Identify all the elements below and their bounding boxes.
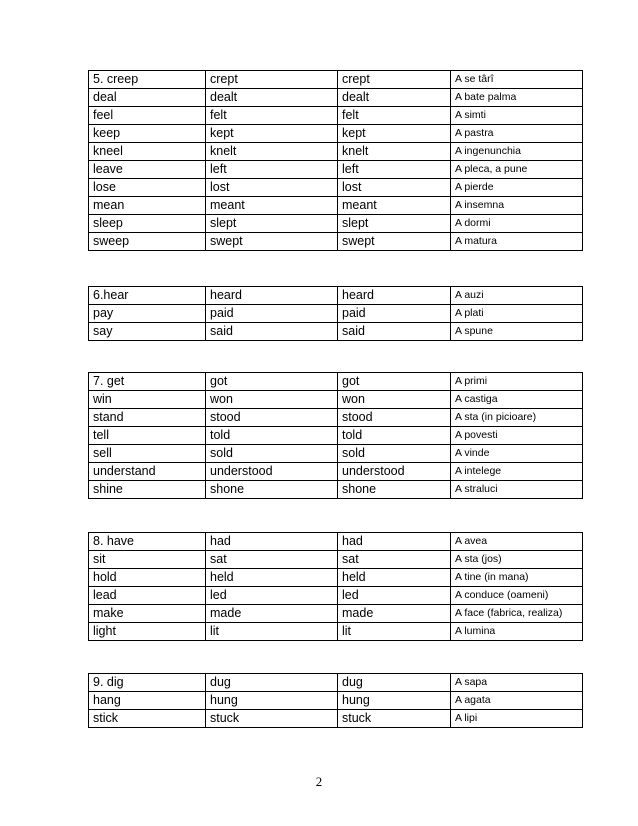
infinitive-cell: feel — [89, 107, 206, 125]
past-simple-cell: shone — [206, 481, 338, 499]
infinitive-cell: sleep — [89, 215, 206, 233]
translation-cell: A plati — [451, 305, 583, 323]
verb-table-group-5 — [88, 70, 583, 251]
past-simple-cell: swept — [206, 233, 338, 251]
table-row — [89, 710, 583, 728]
infinitive-cell: stand — [89, 409, 206, 427]
table-row — [89, 674, 583, 692]
translation-cell: A castiga — [451, 391, 583, 409]
past-simple-cell: slept — [206, 215, 338, 233]
past-simple-cell: led — [206, 587, 338, 605]
translation-cell: A simti — [451, 107, 583, 125]
infinitive-cell: sit — [89, 551, 206, 569]
past-participle-cell: told — [338, 427, 451, 445]
infinitive-cell: pay — [89, 305, 206, 323]
table-row — [89, 481, 583, 499]
infinitive-cell: sweep — [89, 233, 206, 251]
infinitive-cell: 9. dig — [89, 674, 206, 692]
past-participle-cell: heard — [338, 287, 451, 305]
translation-cell: A dormi — [451, 215, 583, 233]
table-row — [89, 305, 583, 323]
past-participle-cell: had — [338, 533, 451, 551]
past-participle-cell: made — [338, 605, 451, 623]
past-simple-cell: crept — [206, 71, 338, 89]
past-participle-cell: hung — [338, 692, 451, 710]
translation-cell: A povesti — [451, 427, 583, 445]
translation-cell: A lumina — [451, 623, 583, 641]
past-participle-cell: paid — [338, 305, 451, 323]
verb-table-group-7 — [88, 372, 583, 499]
past-participle-cell: slept — [338, 215, 451, 233]
infinitive-cell: leave — [89, 161, 206, 179]
table-row — [89, 215, 583, 233]
table-row — [89, 107, 583, 125]
past-participle-cell: sold — [338, 445, 451, 463]
translation-cell: A pleca, a pune — [451, 161, 583, 179]
translation-cell: A face (fabrica, realiza) — [451, 605, 583, 623]
table-row — [89, 692, 583, 710]
past-simple-cell: heard — [206, 287, 338, 305]
infinitive-cell: lead — [89, 587, 206, 605]
translation-cell: A lipi — [451, 710, 583, 728]
infinitive-cell: sell — [89, 445, 206, 463]
table-row — [89, 551, 583, 569]
past-participle-cell: sat — [338, 551, 451, 569]
past-simple-cell: knelt — [206, 143, 338, 161]
translation-cell: A sapa — [451, 674, 583, 692]
past-simple-cell: dealt — [206, 89, 338, 107]
translation-cell: A bate palma — [451, 89, 583, 107]
translation-cell: A vinde — [451, 445, 583, 463]
past-participle-cell: dug — [338, 674, 451, 692]
past-simple-cell: paid — [206, 305, 338, 323]
past-simple-cell: meant — [206, 197, 338, 215]
past-simple-cell: got — [206, 373, 338, 391]
past-simple-cell: hung — [206, 692, 338, 710]
translation-cell: A sta (jos) — [451, 551, 583, 569]
infinitive-cell: kneel — [89, 143, 206, 161]
past-simple-cell: sold — [206, 445, 338, 463]
past-simple-cell: sat — [206, 551, 338, 569]
past-participle-cell: knelt — [338, 143, 451, 161]
infinitive-cell: mean — [89, 197, 206, 215]
verb-table-group-9 — [88, 673, 583, 728]
infinitive-cell: tell — [89, 427, 206, 445]
past-participle-cell: led — [338, 587, 451, 605]
table-row — [89, 427, 583, 445]
translation-cell: A auzi — [451, 287, 583, 305]
past-participle-cell: held — [338, 569, 451, 587]
past-participle-cell: swept — [338, 233, 451, 251]
infinitive-cell: make — [89, 605, 206, 623]
table-row — [89, 605, 583, 623]
past-simple-cell: had — [206, 533, 338, 551]
infinitive-cell: understand — [89, 463, 206, 481]
infinitive-cell: 5. creep — [89, 71, 206, 89]
infinitive-cell: say — [89, 323, 206, 341]
table-row — [89, 533, 583, 551]
translation-cell: A tine (in mana) — [451, 569, 583, 587]
translation-cell: A agata — [451, 692, 583, 710]
table-row — [89, 161, 583, 179]
table-row — [89, 623, 583, 641]
translation-cell: A matura — [451, 233, 583, 251]
table-row — [89, 89, 583, 107]
infinitive-cell: 7. get — [89, 373, 206, 391]
past-simple-cell: kept — [206, 125, 338, 143]
past-simple-cell: said — [206, 323, 338, 341]
table-row — [89, 445, 583, 463]
translation-cell: A ingenunchia — [451, 143, 583, 161]
translation-cell: A intelege — [451, 463, 583, 481]
infinitive-cell: keep — [89, 125, 206, 143]
infinitive-cell: 8. have — [89, 533, 206, 551]
past-simple-cell: held — [206, 569, 338, 587]
table-row — [89, 197, 583, 215]
past-participle-cell: dealt — [338, 89, 451, 107]
past-simple-cell: felt — [206, 107, 338, 125]
infinitive-cell: shine — [89, 481, 206, 499]
translation-cell: A primi — [451, 373, 583, 391]
past-participle-cell: stood — [338, 409, 451, 427]
past-participle-cell: shone — [338, 481, 451, 499]
verb-table-group-6 — [88, 286, 583, 341]
past-participle-cell: said — [338, 323, 451, 341]
past-simple-cell: understood — [206, 463, 338, 481]
past-participle-cell: felt — [338, 107, 451, 125]
infinitive-cell: 6.hear — [89, 287, 206, 305]
past-participle-cell: crept — [338, 71, 451, 89]
translation-cell: A avea — [451, 533, 583, 551]
translation-cell: A straluci — [451, 481, 583, 499]
past-simple-cell: stuck — [206, 710, 338, 728]
table-row — [89, 373, 583, 391]
translation-cell: A pierde — [451, 179, 583, 197]
table-row — [89, 323, 583, 341]
infinitive-cell: hold — [89, 569, 206, 587]
table-row — [89, 71, 583, 89]
table-row — [89, 391, 583, 409]
past-participle-cell: stuck — [338, 710, 451, 728]
table-row — [89, 143, 583, 161]
past-participle-cell: left — [338, 161, 451, 179]
table-row — [89, 463, 583, 481]
translation-cell: A sta (in picioare) — [451, 409, 583, 427]
past-participle-cell: lost — [338, 179, 451, 197]
infinitive-cell: hang — [89, 692, 206, 710]
translation-cell: A spune — [451, 323, 583, 341]
verb-table-group-8 — [88, 532, 583, 641]
past-participle-cell: meant — [338, 197, 451, 215]
past-simple-cell: dug — [206, 674, 338, 692]
table-row — [89, 233, 583, 251]
infinitive-cell: win — [89, 391, 206, 409]
past-simple-cell: told — [206, 427, 338, 445]
page-number: 2 — [315, 774, 323, 789]
infinitive-cell: light — [89, 623, 206, 641]
past-participle-cell: lit — [338, 623, 451, 641]
table-row — [89, 587, 583, 605]
past-simple-cell: lost — [206, 179, 338, 197]
past-simple-cell: won — [206, 391, 338, 409]
past-participle-cell: got — [338, 373, 451, 391]
table-row — [89, 287, 583, 305]
past-simple-cell: stood — [206, 409, 338, 427]
past-simple-cell: made — [206, 605, 338, 623]
infinitive-cell: deal — [89, 89, 206, 107]
table-row — [89, 409, 583, 427]
table-row — [89, 569, 583, 587]
past-simple-cell: left — [206, 161, 338, 179]
translation-cell: A conduce (oameni) — [451, 587, 583, 605]
infinitive-cell: stick — [89, 710, 206, 728]
table-row — [89, 179, 583, 197]
past-participle-cell: won — [338, 391, 451, 409]
past-simple-cell: lit — [206, 623, 338, 641]
table-row — [89, 125, 583, 143]
translation-cell: A pastra — [451, 125, 583, 143]
translation-cell: A insemna — [451, 197, 583, 215]
past-participle-cell: kept — [338, 125, 451, 143]
infinitive-cell: lose — [89, 179, 206, 197]
translation-cell: A se târî — [451, 71, 583, 89]
past-participle-cell: understood — [338, 463, 451, 481]
